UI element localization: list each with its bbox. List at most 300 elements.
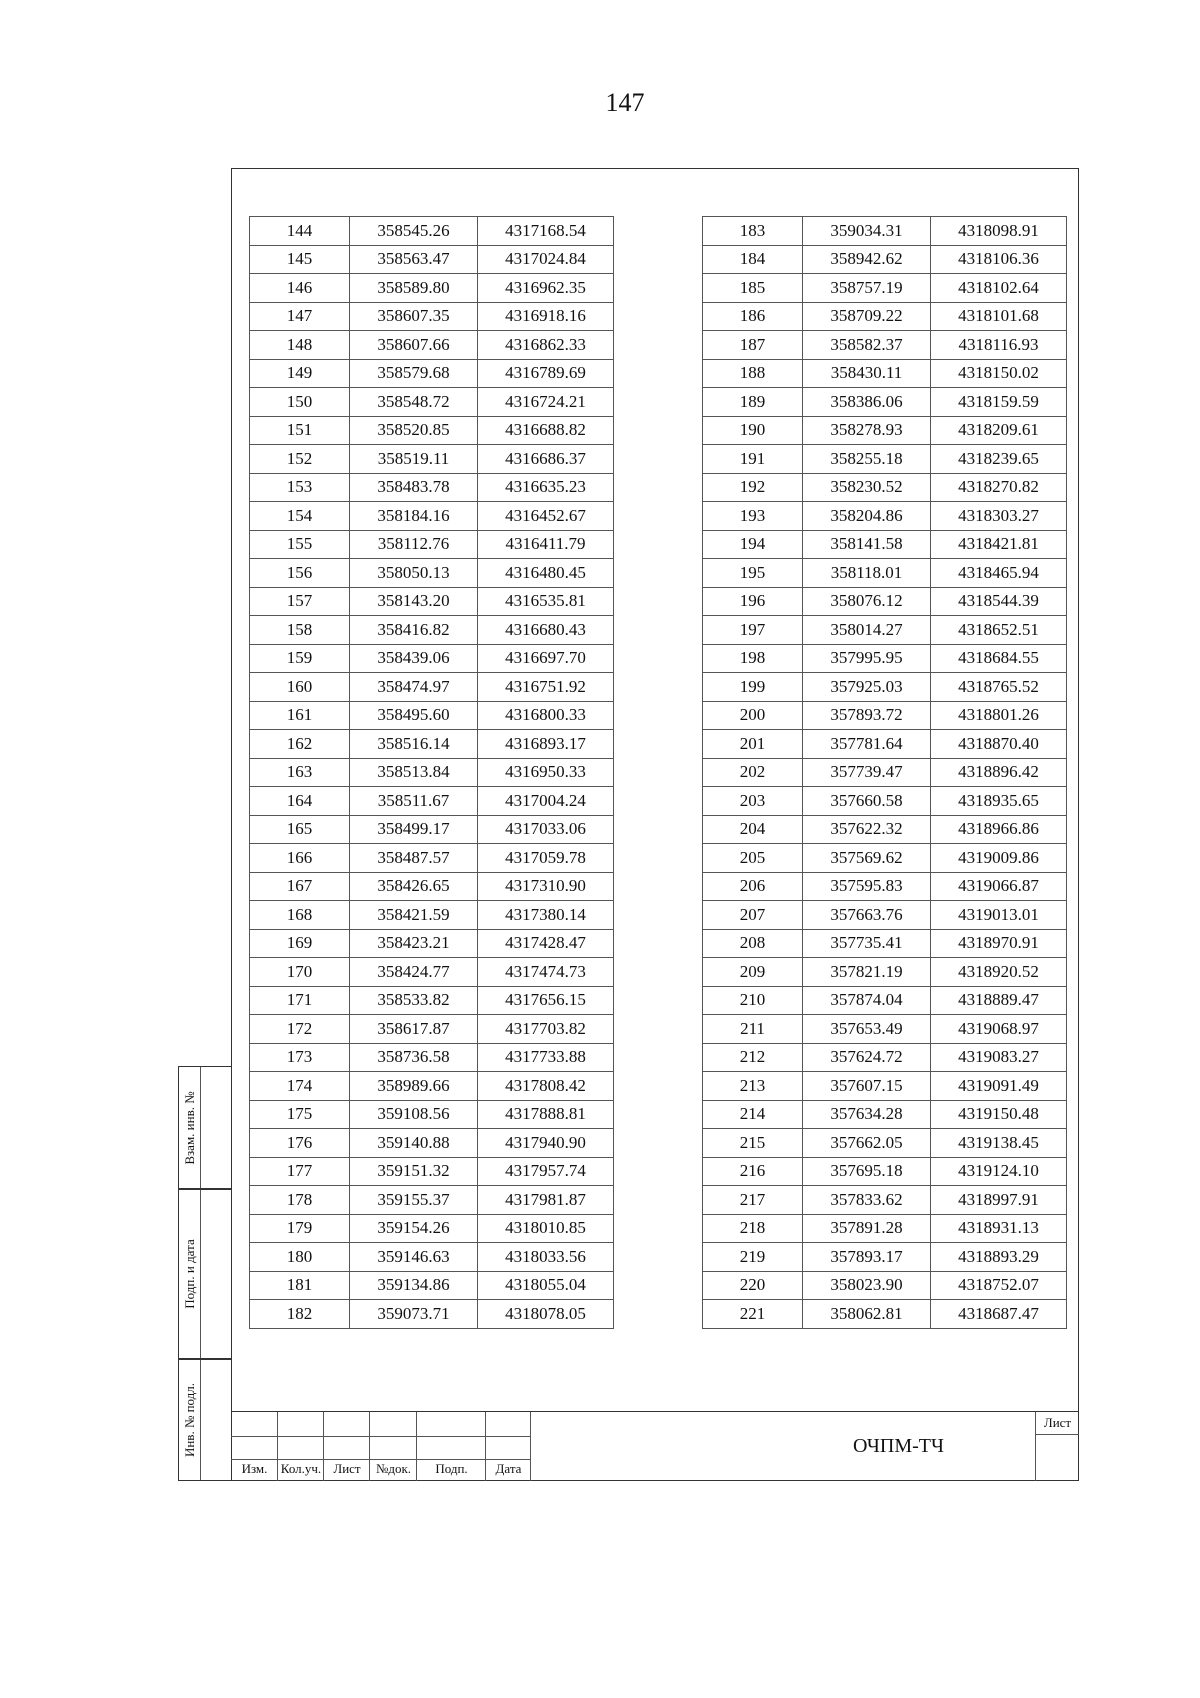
point-number-cell: 150 bbox=[250, 388, 350, 417]
table-row bbox=[250, 473, 614, 502]
table-row bbox=[703, 217, 1067, 246]
x-coordinate-cell: 358511.67 bbox=[350, 787, 478, 816]
table-row bbox=[703, 1243, 1067, 1272]
y-coordinate-cell: 4316480.45 bbox=[478, 559, 614, 588]
y-coordinate-cell: 4318421.81 bbox=[931, 530, 1067, 559]
y-coordinate-cell: 4319138.45 bbox=[931, 1129, 1067, 1158]
point-number-cell: 164 bbox=[250, 787, 350, 816]
x-coordinate-cell: 358495.60 bbox=[350, 701, 478, 730]
tb-header-podp: Подп. bbox=[435, 1461, 468, 1476]
y-coordinate-cell: 4318102.64 bbox=[931, 274, 1067, 303]
y-coordinate-cell: 4318239.65 bbox=[931, 445, 1067, 474]
table-row bbox=[703, 1072, 1067, 1101]
x-coordinate-cell: 358062.81 bbox=[803, 1300, 931, 1329]
point-number-cell: 187 bbox=[703, 331, 803, 360]
title-block-grid bbox=[231, 1412, 531, 1481]
x-coordinate-cell: 357569.62 bbox=[803, 844, 931, 873]
title-block bbox=[231, 1411, 1079, 1481]
point-number-cell: 154 bbox=[250, 502, 350, 531]
y-coordinate-cell: 4316686.37 bbox=[478, 445, 614, 474]
x-coordinate-cell: 358513.84 bbox=[350, 758, 478, 787]
y-coordinate-cell: 4318270.82 bbox=[931, 473, 1067, 502]
x-coordinate-cell: 358141.58 bbox=[803, 530, 931, 559]
point-number-cell: 158 bbox=[250, 616, 350, 645]
y-coordinate-cell: 4318687.47 bbox=[931, 1300, 1067, 1329]
x-coordinate-cell: 358423.21 bbox=[350, 929, 478, 958]
point-number-cell: 217 bbox=[703, 1186, 803, 1215]
table-row bbox=[703, 758, 1067, 787]
x-coordinate-cell: 357634.28 bbox=[803, 1100, 931, 1129]
table-row bbox=[250, 1186, 614, 1215]
x-coordinate-cell: 358736.58 bbox=[350, 1043, 478, 1072]
table-row bbox=[703, 473, 1067, 502]
x-coordinate-cell: 357607.15 bbox=[803, 1072, 931, 1101]
x-coordinate-cell: 358112.76 bbox=[350, 530, 478, 559]
y-coordinate-cell: 4316535.81 bbox=[478, 587, 614, 616]
x-coordinate-cell: 357821.19 bbox=[803, 958, 931, 987]
point-number-cell: 195 bbox=[703, 559, 803, 588]
point-number-cell: 175 bbox=[250, 1100, 350, 1129]
table-row bbox=[703, 730, 1067, 759]
table-row bbox=[703, 701, 1067, 730]
x-coordinate-cell: 358424.77 bbox=[350, 958, 478, 987]
x-coordinate-cell: 357893.72 bbox=[803, 701, 931, 730]
y-coordinate-cell: 4318935.65 bbox=[931, 787, 1067, 816]
coordinates-table-left bbox=[249, 216, 614, 1329]
x-coordinate-cell: 358548.72 bbox=[350, 388, 478, 417]
table-row bbox=[250, 1015, 614, 1044]
table-row bbox=[250, 844, 614, 873]
table-row bbox=[250, 1214, 614, 1243]
table-row bbox=[703, 388, 1067, 417]
table-row bbox=[703, 416, 1067, 445]
y-coordinate-cell: 4316789.69 bbox=[478, 359, 614, 388]
x-coordinate-cell: 358757.19 bbox=[803, 274, 931, 303]
x-coordinate-cell: 359146.63 bbox=[350, 1243, 478, 1272]
x-coordinate-cell: 358483.78 bbox=[350, 473, 478, 502]
table-row bbox=[703, 1129, 1067, 1158]
x-coordinate-cell: 357662.05 bbox=[803, 1129, 931, 1158]
x-coordinate-cell: 357595.83 bbox=[803, 872, 931, 901]
point-number-cell: 148 bbox=[250, 331, 350, 360]
table-row bbox=[250, 701, 614, 730]
side-label-vzam: Взам. инв. № bbox=[181, 1090, 197, 1165]
x-coordinate-cell: 358579.68 bbox=[350, 359, 478, 388]
point-number-cell: 169 bbox=[250, 929, 350, 958]
y-coordinate-cell: 4318684.55 bbox=[931, 644, 1067, 673]
x-coordinate-cell: 358278.93 bbox=[803, 416, 931, 445]
point-number-cell: 213 bbox=[703, 1072, 803, 1101]
y-coordinate-cell: 4318010.85 bbox=[478, 1214, 614, 1243]
y-coordinate-cell: 4317033.06 bbox=[478, 815, 614, 844]
y-coordinate-cell: 4317656.15 bbox=[478, 986, 614, 1015]
point-number-cell: 190 bbox=[703, 416, 803, 445]
x-coordinate-cell: 358204.86 bbox=[803, 502, 931, 531]
point-number-cell: 220 bbox=[703, 1271, 803, 1300]
point-number-cell: 149 bbox=[250, 359, 350, 388]
point-number-cell: 193 bbox=[703, 502, 803, 531]
table-row bbox=[250, 274, 614, 303]
point-number-cell: 173 bbox=[250, 1043, 350, 1072]
x-coordinate-cell: 358563.47 bbox=[350, 245, 478, 274]
table-row bbox=[703, 587, 1067, 616]
y-coordinate-cell: 4317004.24 bbox=[478, 787, 614, 816]
x-coordinate-cell: 358230.52 bbox=[803, 473, 931, 502]
y-coordinate-cell: 4318920.52 bbox=[931, 958, 1067, 987]
point-number-cell: 178 bbox=[250, 1186, 350, 1215]
point-number-cell: 210 bbox=[703, 986, 803, 1015]
table-row bbox=[703, 1186, 1067, 1215]
tb-header-list: Лист bbox=[333, 1461, 361, 1476]
y-coordinate-cell: 4318055.04 bbox=[478, 1271, 614, 1300]
point-number-cell: 189 bbox=[703, 388, 803, 417]
table-row bbox=[250, 901, 614, 930]
table-row bbox=[250, 1129, 614, 1158]
point-number-cell: 197 bbox=[703, 616, 803, 645]
point-number-cell: 208 bbox=[703, 929, 803, 958]
point-number-cell: 144 bbox=[250, 217, 350, 246]
point-number-cell: 201 bbox=[703, 730, 803, 759]
x-coordinate-cell: 358607.35 bbox=[350, 302, 478, 331]
point-number-cell: 155 bbox=[250, 530, 350, 559]
x-coordinate-cell: 357925.03 bbox=[803, 673, 931, 702]
point-number-cell: 204 bbox=[703, 815, 803, 844]
point-number-cell: 172 bbox=[250, 1015, 350, 1044]
y-coordinate-cell: 4318101.68 bbox=[931, 302, 1067, 331]
sheet-label: Лист bbox=[1036, 1412, 1079, 1435]
y-coordinate-cell: 4317310.90 bbox=[478, 872, 614, 901]
point-number-cell: 145 bbox=[250, 245, 350, 274]
table-row bbox=[703, 929, 1067, 958]
x-coordinate-cell: 358989.66 bbox=[350, 1072, 478, 1101]
y-coordinate-cell: 4316411.79 bbox=[478, 530, 614, 559]
point-number-cell: 163 bbox=[250, 758, 350, 787]
x-coordinate-cell: 358545.26 bbox=[350, 217, 478, 246]
table-row bbox=[250, 388, 614, 417]
y-coordinate-cell: 4318150.02 bbox=[931, 359, 1067, 388]
y-coordinate-cell: 4318098.91 bbox=[931, 217, 1067, 246]
point-number-cell: 202 bbox=[703, 758, 803, 787]
x-coordinate-cell: 359155.37 bbox=[350, 1186, 478, 1215]
table-row bbox=[703, 986, 1067, 1015]
point-number-cell: 166 bbox=[250, 844, 350, 873]
table-row bbox=[250, 217, 614, 246]
table-row bbox=[250, 359, 614, 388]
table-row bbox=[250, 616, 614, 645]
x-coordinate-cell: 359034.31 bbox=[803, 217, 931, 246]
x-coordinate-cell: 358421.59 bbox=[350, 901, 478, 930]
x-coordinate-cell: 358942.62 bbox=[803, 245, 931, 274]
x-coordinate-cell: 358430.11 bbox=[803, 359, 931, 388]
point-number-cell: 157 bbox=[250, 587, 350, 616]
x-coordinate-cell: 358520.85 bbox=[350, 416, 478, 445]
x-coordinate-cell: 358023.90 bbox=[803, 1271, 931, 1300]
y-coordinate-cell: 4318931.13 bbox=[931, 1214, 1067, 1243]
y-coordinate-cell: 4318801.26 bbox=[931, 701, 1067, 730]
y-coordinate-cell: 4319013.01 bbox=[931, 901, 1067, 930]
x-coordinate-cell: 358519.11 bbox=[350, 445, 478, 474]
table-row bbox=[250, 730, 614, 759]
point-number-cell: 180 bbox=[250, 1243, 350, 1272]
point-number-cell: 214 bbox=[703, 1100, 803, 1129]
table-row bbox=[250, 1300, 614, 1329]
x-coordinate-cell: 357660.58 bbox=[803, 787, 931, 816]
y-coordinate-cell: 4318966.86 bbox=[931, 815, 1067, 844]
table-row bbox=[250, 815, 614, 844]
x-coordinate-cell: 358143.20 bbox=[350, 587, 478, 616]
table-row bbox=[250, 1271, 614, 1300]
point-number-cell: 209 bbox=[703, 958, 803, 987]
table-row bbox=[250, 302, 614, 331]
y-coordinate-cell: 4318078.05 bbox=[478, 1300, 614, 1329]
point-number-cell: 192 bbox=[703, 473, 803, 502]
side-stamp-vzam bbox=[178, 1066, 231, 1189]
table-row bbox=[703, 616, 1067, 645]
point-number-cell: 165 bbox=[250, 815, 350, 844]
point-number-cell: 146 bbox=[250, 274, 350, 303]
table-row bbox=[250, 986, 614, 1015]
x-coordinate-cell: 358516.14 bbox=[350, 730, 478, 759]
x-coordinate-cell: 359151.32 bbox=[350, 1157, 478, 1186]
y-coordinate-cell: 4317703.82 bbox=[478, 1015, 614, 1044]
y-coordinate-cell: 4317059.78 bbox=[478, 844, 614, 873]
y-coordinate-cell: 4316751.92 bbox=[478, 673, 614, 702]
point-number-cell: 212 bbox=[703, 1043, 803, 1072]
tb-header-ndok: №док. bbox=[375, 1461, 412, 1476]
y-coordinate-cell: 4316680.43 bbox=[478, 616, 614, 645]
y-coordinate-cell: 4318465.94 bbox=[931, 559, 1067, 588]
point-number-cell: 191 bbox=[703, 445, 803, 474]
x-coordinate-cell: 358416.82 bbox=[350, 616, 478, 645]
point-number-cell: 221 bbox=[703, 1300, 803, 1329]
x-coordinate-cell: 358050.13 bbox=[350, 559, 478, 588]
y-coordinate-cell: 4318970.91 bbox=[931, 929, 1067, 958]
point-number-cell: 161 bbox=[250, 701, 350, 730]
table-row bbox=[703, 530, 1067, 559]
point-number-cell: 219 bbox=[703, 1243, 803, 1272]
x-coordinate-cell: 359140.88 bbox=[350, 1129, 478, 1158]
y-coordinate-cell: 4318752.07 bbox=[931, 1271, 1067, 1300]
y-coordinate-cell: 4318765.52 bbox=[931, 673, 1067, 702]
point-number-cell: 160 bbox=[250, 673, 350, 702]
coordinates-table-right bbox=[702, 216, 1067, 1329]
table-row bbox=[250, 1043, 614, 1072]
point-number-cell: 167 bbox=[250, 872, 350, 901]
y-coordinate-cell: 4317940.90 bbox=[478, 1129, 614, 1158]
table-row bbox=[250, 530, 614, 559]
y-coordinate-cell: 4318997.91 bbox=[931, 1186, 1067, 1215]
side-stamp-podp bbox=[178, 1189, 231, 1359]
y-coordinate-cell: 4316862.33 bbox=[478, 331, 614, 360]
y-coordinate-cell: 4318209.61 bbox=[931, 416, 1067, 445]
point-number-cell: 156 bbox=[250, 559, 350, 588]
sheet-box bbox=[1035, 1412, 1079, 1481]
y-coordinate-cell: 4317474.73 bbox=[478, 958, 614, 987]
y-coordinate-cell: 4318544.39 bbox=[931, 587, 1067, 616]
x-coordinate-cell: 357624.72 bbox=[803, 1043, 931, 1072]
y-coordinate-cell: 4317428.47 bbox=[478, 929, 614, 958]
point-number-cell: 196 bbox=[703, 587, 803, 616]
x-coordinate-cell: 358617.87 bbox=[350, 1015, 478, 1044]
table-row bbox=[250, 1243, 614, 1272]
point-number-cell: 218 bbox=[703, 1214, 803, 1243]
x-coordinate-cell: 358426.65 bbox=[350, 872, 478, 901]
y-coordinate-cell: 4316688.82 bbox=[478, 416, 614, 445]
y-coordinate-cell: 4319150.48 bbox=[931, 1100, 1067, 1129]
table-row bbox=[703, 872, 1067, 901]
table-row bbox=[703, 673, 1067, 702]
table-row bbox=[703, 644, 1067, 673]
y-coordinate-cell: 4318106.36 bbox=[931, 245, 1067, 274]
y-coordinate-cell: 4316635.23 bbox=[478, 473, 614, 502]
table-row bbox=[250, 587, 614, 616]
side-label-inv: Инв. № подл. bbox=[181, 1382, 197, 1458]
y-coordinate-cell: 4316918.16 bbox=[478, 302, 614, 331]
y-coordinate-cell: 4318159.59 bbox=[931, 388, 1067, 417]
table-row bbox=[703, 274, 1067, 303]
table-row bbox=[703, 1157, 1067, 1186]
point-number-cell: 198 bbox=[703, 644, 803, 673]
point-number-cell: 152 bbox=[250, 445, 350, 474]
y-coordinate-cell: 4318652.51 bbox=[931, 616, 1067, 645]
y-coordinate-cell: 4317888.81 bbox=[478, 1100, 614, 1129]
point-number-cell: 159 bbox=[250, 644, 350, 673]
point-number-cell: 174 bbox=[250, 1072, 350, 1101]
document-code: ОЧПМ-ТЧ bbox=[852, 1435, 945, 1457]
y-coordinate-cell: 4317380.14 bbox=[478, 901, 614, 930]
x-coordinate-cell: 357833.62 bbox=[803, 1186, 931, 1215]
y-coordinate-cell: 4318870.40 bbox=[931, 730, 1067, 759]
x-coordinate-cell: 357781.64 bbox=[803, 730, 931, 759]
table-row bbox=[703, 245, 1067, 274]
x-coordinate-cell: 357622.32 bbox=[803, 815, 931, 844]
table-row bbox=[250, 559, 614, 588]
point-number-cell: 182 bbox=[250, 1300, 350, 1329]
y-coordinate-cell: 4317808.42 bbox=[478, 1072, 614, 1101]
y-coordinate-cell: 4317168.54 bbox=[478, 217, 614, 246]
x-coordinate-cell: 357891.28 bbox=[803, 1214, 931, 1243]
y-coordinate-cell: 4319124.10 bbox=[931, 1157, 1067, 1186]
side-label-podp: Подп. и дата bbox=[181, 1239, 197, 1309]
point-number-cell: 188 bbox=[703, 359, 803, 388]
table-row bbox=[703, 302, 1067, 331]
x-coordinate-cell: 357739.47 bbox=[803, 758, 931, 787]
x-coordinate-cell: 358386.06 bbox=[803, 388, 931, 417]
y-coordinate-cell: 4318893.29 bbox=[931, 1243, 1067, 1272]
table-row bbox=[250, 872, 614, 901]
x-coordinate-cell: 358255.18 bbox=[803, 445, 931, 474]
side-stamp-inv bbox=[178, 1359, 231, 1481]
table-row bbox=[250, 331, 614, 360]
x-coordinate-cell: 358709.22 bbox=[803, 302, 931, 331]
table-row bbox=[250, 1157, 614, 1186]
y-coordinate-cell: 4319066.87 bbox=[931, 872, 1067, 901]
table-row bbox=[250, 787, 614, 816]
y-coordinate-cell: 4317733.88 bbox=[478, 1043, 614, 1072]
y-coordinate-cell: 4316452.67 bbox=[478, 502, 614, 531]
y-coordinate-cell: 4318889.47 bbox=[931, 986, 1067, 1015]
x-coordinate-cell: 357893.17 bbox=[803, 1243, 931, 1272]
x-coordinate-cell: 357995.95 bbox=[803, 644, 931, 673]
x-coordinate-cell: 358533.82 bbox=[350, 986, 478, 1015]
table-row bbox=[250, 929, 614, 958]
table-row bbox=[250, 502, 614, 531]
x-coordinate-cell: 359073.71 bbox=[350, 1300, 478, 1329]
tb-header-koluch: Кол.уч. bbox=[280, 1461, 322, 1476]
y-coordinate-cell: 4319091.49 bbox=[931, 1072, 1067, 1101]
y-coordinate-cell: 4319083.27 bbox=[931, 1043, 1067, 1072]
point-number-cell: 194 bbox=[703, 530, 803, 559]
point-number-cell: 184 bbox=[703, 245, 803, 274]
y-coordinate-cell: 4317957.74 bbox=[478, 1157, 614, 1186]
x-coordinate-cell: 358014.27 bbox=[803, 616, 931, 645]
table-row bbox=[703, 1043, 1067, 1072]
table-row bbox=[703, 1300, 1067, 1329]
y-coordinate-cell: 4318303.27 bbox=[931, 502, 1067, 531]
table-row bbox=[703, 1100, 1067, 1129]
point-number-cell: 179 bbox=[250, 1214, 350, 1243]
table-row bbox=[250, 416, 614, 445]
point-number-cell: 185 bbox=[703, 274, 803, 303]
y-coordinate-cell: 4318896.42 bbox=[931, 758, 1067, 787]
point-number-cell: 177 bbox=[250, 1157, 350, 1186]
table-row bbox=[703, 331, 1067, 360]
x-coordinate-cell: 358582.37 bbox=[803, 331, 931, 360]
x-coordinate-cell: 358474.97 bbox=[350, 673, 478, 702]
x-coordinate-cell: 359108.56 bbox=[350, 1100, 478, 1129]
y-coordinate-cell: 4316962.35 bbox=[478, 274, 614, 303]
point-number-cell: 147 bbox=[250, 302, 350, 331]
x-coordinate-cell: 357653.49 bbox=[803, 1015, 931, 1044]
y-coordinate-cell: 4319068.97 bbox=[931, 1015, 1067, 1044]
tb-header-data: Дата bbox=[495, 1461, 522, 1476]
point-number-cell: 186 bbox=[703, 302, 803, 331]
point-number-cell: 205 bbox=[703, 844, 803, 873]
table-row bbox=[703, 502, 1067, 531]
table-row bbox=[250, 245, 614, 274]
table-row bbox=[250, 445, 614, 474]
point-number-cell: 168 bbox=[250, 901, 350, 930]
table-row bbox=[250, 673, 614, 702]
y-coordinate-cell: 4318116.93 bbox=[931, 331, 1067, 360]
table-row bbox=[250, 644, 614, 673]
page-number: 147 bbox=[605, 88, 645, 117]
x-coordinate-cell: 358184.16 bbox=[350, 502, 478, 531]
point-number-cell: 151 bbox=[250, 416, 350, 445]
table-row bbox=[250, 1100, 614, 1129]
point-number-cell: 215 bbox=[703, 1129, 803, 1158]
table-row bbox=[250, 758, 614, 787]
y-coordinate-cell: 4316697.70 bbox=[478, 644, 614, 673]
y-coordinate-cell: 4317024.84 bbox=[478, 245, 614, 274]
x-coordinate-cell: 357735.41 bbox=[803, 929, 931, 958]
table-row bbox=[703, 559, 1067, 588]
table-row bbox=[250, 1072, 614, 1101]
x-coordinate-cell: 358076.12 bbox=[803, 587, 931, 616]
table-row bbox=[703, 958, 1067, 987]
x-coordinate-cell: 357663.76 bbox=[803, 901, 931, 930]
y-coordinate-cell: 4316800.33 bbox=[478, 701, 614, 730]
table-row bbox=[703, 815, 1067, 844]
table-row bbox=[703, 445, 1067, 474]
table-row bbox=[703, 359, 1067, 388]
point-number-cell: 153 bbox=[250, 473, 350, 502]
point-number-cell: 181 bbox=[250, 1271, 350, 1300]
y-coordinate-cell: 4319009.86 bbox=[931, 844, 1067, 873]
point-number-cell: 170 bbox=[250, 958, 350, 987]
y-coordinate-cell: 4318033.56 bbox=[478, 1243, 614, 1272]
x-coordinate-cell: 357874.04 bbox=[803, 986, 931, 1015]
